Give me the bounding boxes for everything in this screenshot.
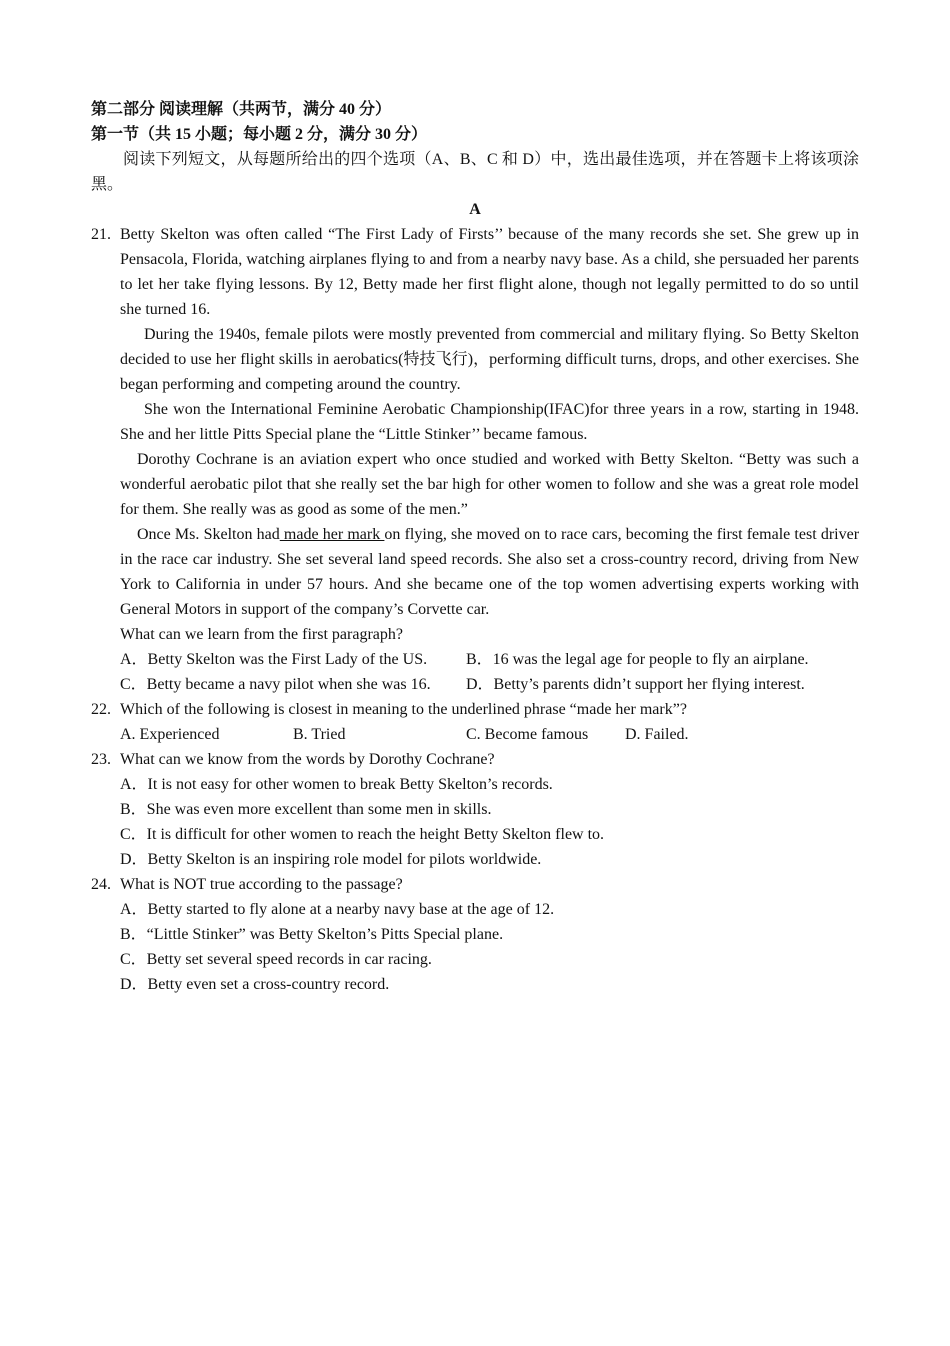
passage-label: A	[469, 201, 481, 218]
passage-paragraph-5	[120, 522, 859, 622]
option-c: C．It is difficult for other women to reach the height Betty Skelton flew to.	[120, 826, 605, 843]
option-c: C．Betty became a navy pilot when she was 16.	[120, 676, 431, 693]
exam-page	[91, 97, 859, 997]
option-a: A．Betty started to fly alone at a nearby navy base at the age of 12.	[120, 901, 555, 918]
question-number: 23.	[91, 751, 111, 768]
question-number: 21.	[91, 226, 111, 243]
option-c: C. Become famous	[466, 726, 589, 743]
option-d: D．Betty even set a cross-country record.	[120, 976, 390, 993]
option-a: A. Experienced	[120, 726, 220, 743]
passage-paragraph-4: Dorothy Cochrane is an aviation expert who once studied and worked with Betty Skelton. “Betty was such a wonderful aerobatic pilot that she really set the bar high for other women to follow and she was a great role model for them. She really was as good as some of the men.”	[120, 451, 859, 518]
passage-paragraph-3: She won the International Feminine Aerobatic Championship(IFAC)for three years in a row, starting in 1948. She and her little Pitts Special plane the “Little Stinker’’ became famous.	[120, 401, 859, 443]
question-number: 22.	[91, 701, 111, 718]
passage-paragraph-2: During the 1940s, female pilots were mostly prevented from commercial and military flying. So Betty Skelton decided to use her flight skills in aerobatics(特技飞行)，performing difficult turns, drops, and other exercises. She began performing and competing around the country.	[120, 326, 859, 393]
question-21	[91, 222, 859, 697]
question-stem: What can we know from the words by Dorothy Cochrane?	[120, 751, 495, 768]
question-number: 24.	[91, 876, 111, 893]
option-a: A．Betty Skelton was the First Lady of the US.	[120, 651, 428, 668]
section-title: 第一节（共 15 小题；每小题 2 分，满分 30 分）	[91, 126, 428, 143]
underlined-phrase: made her mark	[279, 526, 385, 543]
option-b: B. Tried	[293, 726, 346, 743]
option-b: B．16 was the legal age for people to fly an airplane.	[466, 651, 809, 668]
option-d: D．Betty’s parents didn’t support her flying interest.	[466, 676, 805, 693]
instructions: 阅读下列短文，从每题所给出的四个选项（A、B、C 和 D）中，选出最佳选项，并在答题卡上将该项涂黑。	[91, 151, 859, 193]
question-stem: What is NOT true according to the passage?	[120, 876, 403, 893]
question-22	[91, 697, 859, 747]
option-row	[120, 672, 859, 697]
option-b: B．She was even more excellent than some men in skills.	[120, 801, 492, 818]
passage-paragraph-1: Betty Skelton was often called “The First Lady of Firsts’’ because of the many records she set. She grew up in Pensacola, Florida, watching airplanes flying to and from a nearby navy base. As a child, she persuaded her parents to let her take flying lessons. By 12, Betty made her first flight alone, though not legally permitted to do so until she turned 16.	[120, 226, 859, 318]
option-row	[120, 722, 859, 747]
option-c: C．Betty set several speed records in car racing.	[120, 951, 432, 968]
part-title: 第二部分 阅读理解（共两节，满分 40 分）	[91, 101, 392, 118]
question-stem: What can we learn from the first paragraph?	[120, 626, 403, 643]
option-d: D. Failed.	[625, 726, 689, 743]
question-23	[91, 747, 859, 872]
option-b: B．“Little Stinker” was Betty Skelton’s Pitts Special plane.	[120, 926, 504, 943]
question-24	[91, 872, 859, 997]
option-a: A．It is not easy for other women to break Betty Skelton’s records.	[120, 776, 553, 793]
paragraph-5-rest: on flying, she moved on to race cars, becoming the first female test driver in the race car industry. She set several land speed records. She also set a cross-country record, driving from New York to California in under 57 hours. And she became one of the top women advertising experts working with General Motors in support of the company’s Corvette car.	[120, 526, 860, 618]
option-d: D．Betty Skelton is an inspiring role model for pilots worldwide.	[120, 851, 542, 868]
option-row	[120, 647, 859, 672]
paragraph-5-start: Once Ms. Skelton had	[137, 526, 280, 543]
question-stem: Which of the following is closest in meaning to the underlined phrase “made her mark”?	[120, 701, 687, 718]
